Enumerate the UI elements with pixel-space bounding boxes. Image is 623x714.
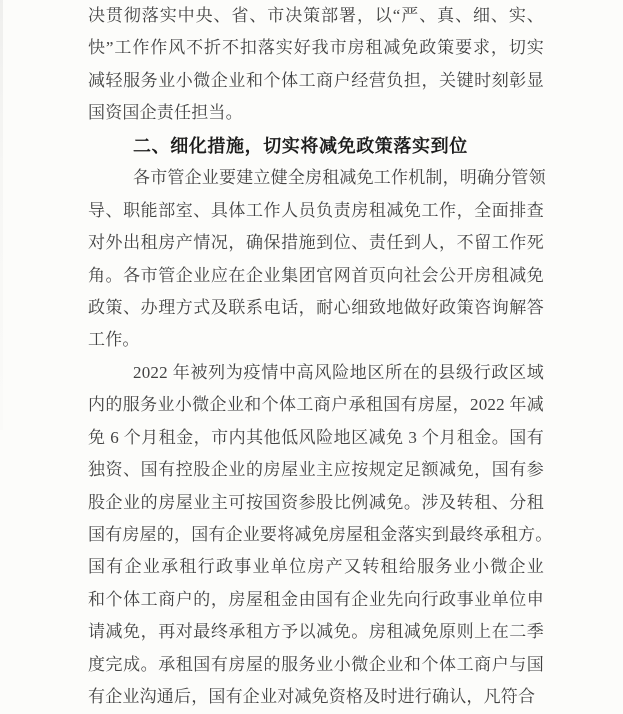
body-line: 股企业的房屋业主可按国资参股比例减免。涉及转租、分租 bbox=[88, 492, 544, 512]
body-line: 国有房屋的，国有企业要将减免房屋租金落实到最终承租方。 bbox=[88, 525, 553, 544]
body-line: 度完成。承租国有房屋的服务业小微企业和个体工商户与国 bbox=[88, 654, 544, 674]
body-line: 独资、国有控股企业的房屋业主应按规定足额减免，国有参 bbox=[88, 460, 544, 480]
body-line: 2022 年被列为疫情中高风险地区所在的县级行政区域 bbox=[133, 362, 544, 382]
body-line: 各市管企业要建立健全房租减免工作机制，明确分管领 bbox=[133, 168, 546, 188]
body-line: 请减免，再对最终承租方予以减免。房租减免原则上在二季 bbox=[88, 622, 544, 642]
body-line: 内的服务业小微企业和个体工商户承租国有房屋，2022 年减 bbox=[88, 395, 544, 415]
body-line: 快”工作作风不折不扣落实好我市房租减免政策要求，切实 bbox=[88, 38, 544, 58]
section-heading: 二、细化措施，切实将减免政策落实到位 bbox=[133, 135, 468, 156]
body-line: 工作。 bbox=[88, 330, 140, 350]
body-line: 决贯彻落实中央、省、市决策部署，以“严、真、细、实、 bbox=[88, 6, 544, 25]
body-line: 政策、办理方式及联系电话，耐心细致地做好政策咨询解答 bbox=[88, 297, 544, 317]
body-line: 角。各市管企业应在企业集团官网首页向社会公开房租减免 bbox=[88, 265, 544, 285]
document-body bbox=[88, 0, 553, 714]
body-line: 导、职能部室、具体工作人员负责房租减免工作，全面排查 bbox=[88, 200, 544, 220]
scan-edge-artifact bbox=[0, 0, 3, 430]
body-line: 对外出租房产情况，确保措施到位、责任到人，不留工作死 bbox=[88, 233, 544, 253]
body-line: 减轻服务业小微企业和个体工商户经营负担，关键时刻彰显 bbox=[88, 70, 544, 90]
body-line: 国资国企责任担当。 bbox=[88, 103, 243, 123]
body-line: 国有企业承租行政事业单位房产又转租给服务业小微企业 bbox=[88, 557, 544, 577]
body-line: 免 6 个月租金，市内其他低风险地区减免 3 个月租金。国有 bbox=[88, 427, 544, 447]
body-line: 有企业沟通后，国有企业对减免资格及时进行确认，凡符合 bbox=[88, 687, 536, 707]
body-line: 和个体工商户的，房屋租金由国有企业先向行政事业单位申 bbox=[88, 589, 544, 609]
